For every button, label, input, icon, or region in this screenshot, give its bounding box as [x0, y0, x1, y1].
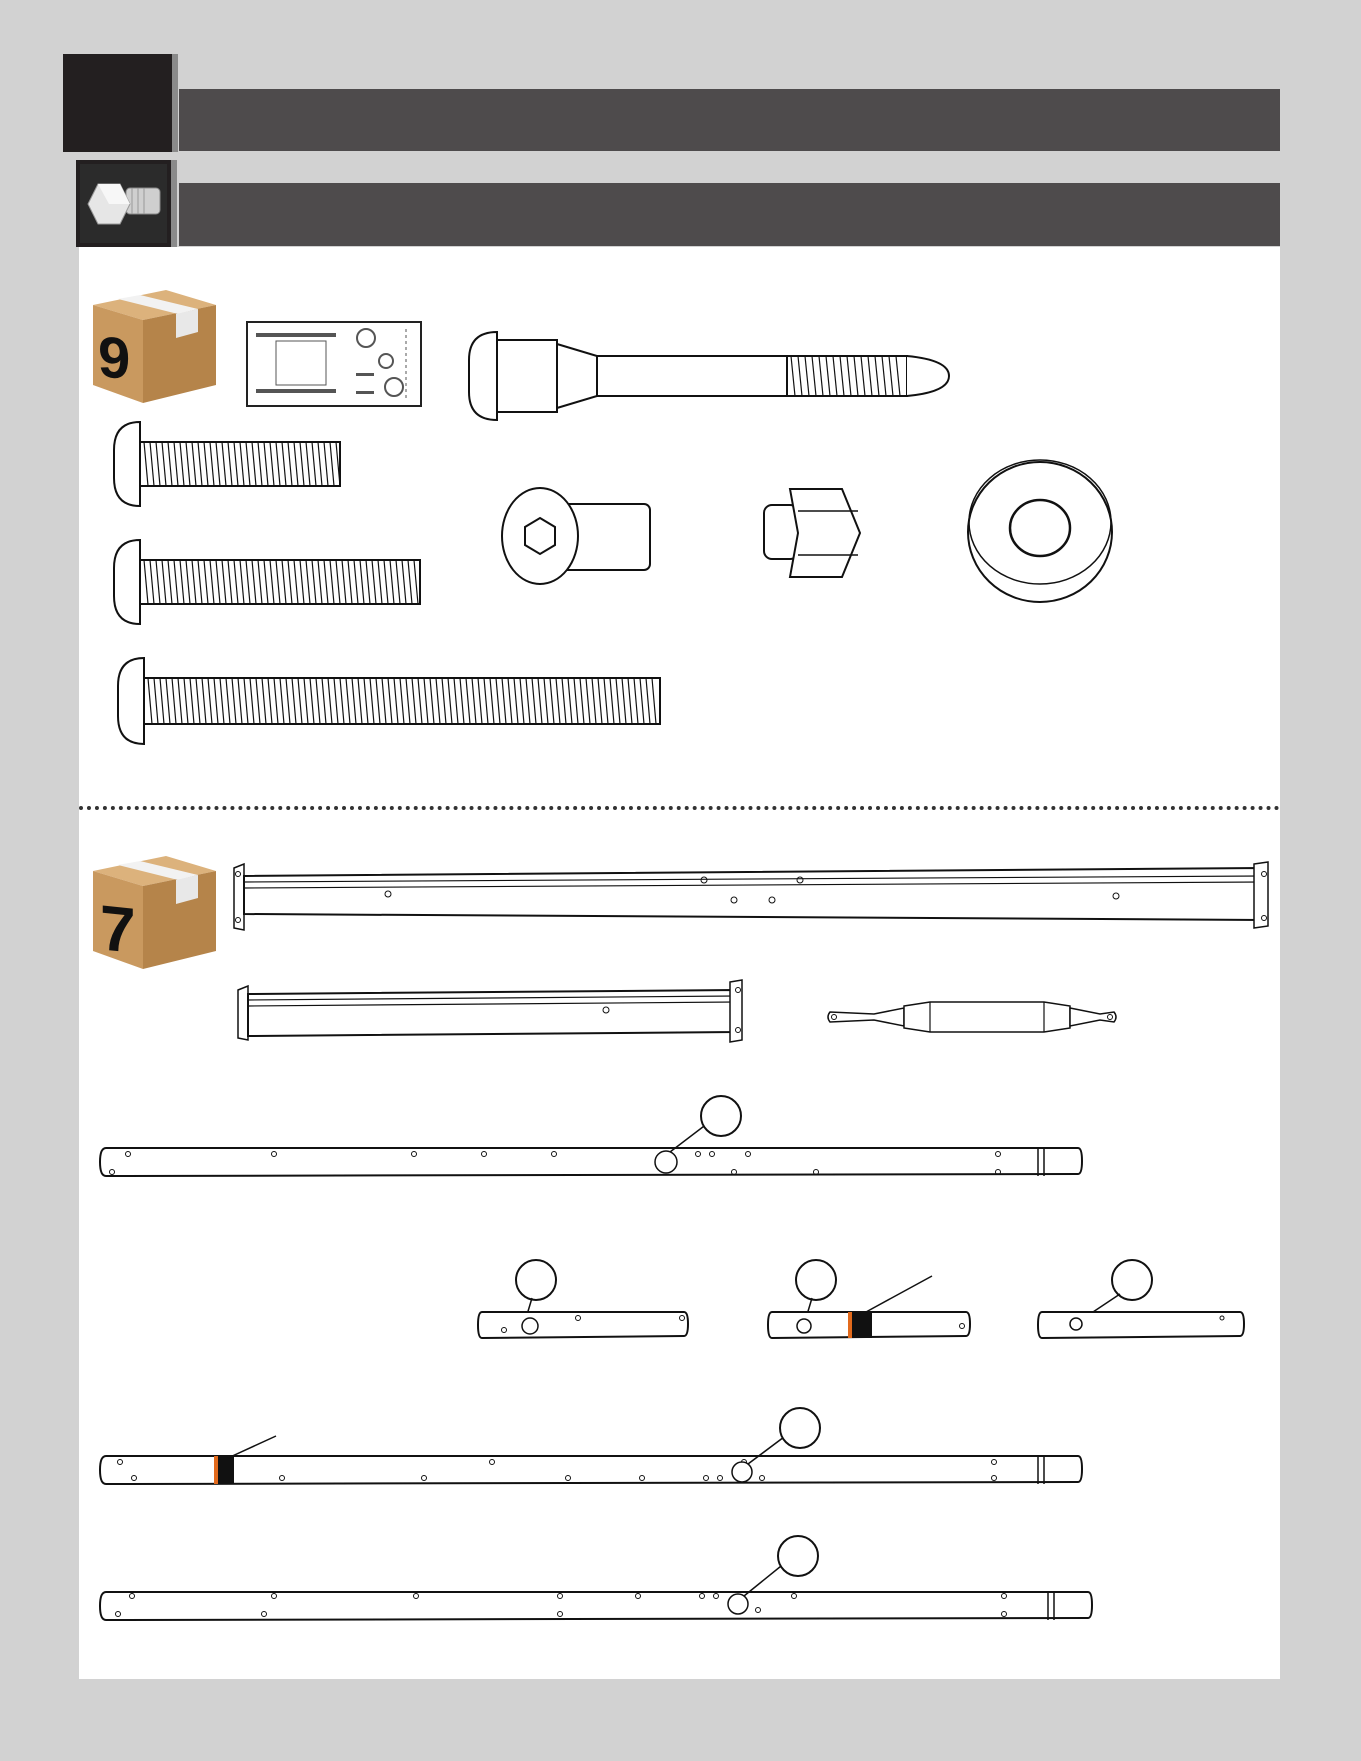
hardware-box — [88, 290, 218, 405]
short-tube-c — [1036, 1260, 1246, 1342]
hardware-icon-box — [76, 160, 171, 247]
barrel-nut — [500, 486, 655, 586]
top-crossbar — [232, 860, 1272, 934]
shoulder-bolt — [467, 330, 952, 424]
short-crossbar — [236, 980, 746, 1044]
button-head-bolt-short — [112, 420, 347, 508]
long-tube-2 — [98, 1398, 1088, 1488]
bolt-nut-icon — [76, 160, 171, 247]
button-head-bolt-long — [116, 656, 666, 746]
section-divider — [79, 806, 1280, 810]
short-tube-a — [476, 1260, 691, 1342]
hardware-icon-shadow — [171, 160, 177, 247]
long-tube-1 — [98, 1096, 1088, 1186]
button-head-bolt-medium — [112, 538, 427, 626]
short-tube-b — [766, 1260, 976, 1342]
lock-nut — [760, 483, 865, 583]
hardware-box-number: 9 — [98, 324, 131, 393]
page-title — [179, 89, 1280, 151]
parts-box — [88, 856, 218, 971]
strap-brace — [824, 1000, 1120, 1034]
long-tube-3 — [98, 1520, 1098, 1620]
hardware-title — [179, 183, 1280, 246]
flat-washer — [966, 458, 1114, 603]
step-box-shadow — [172, 54, 178, 152]
hardware-card-icon — [246, 321, 422, 407]
parts-box-number: 7 — [100, 891, 136, 967]
step-number-box — [63, 54, 172, 152]
